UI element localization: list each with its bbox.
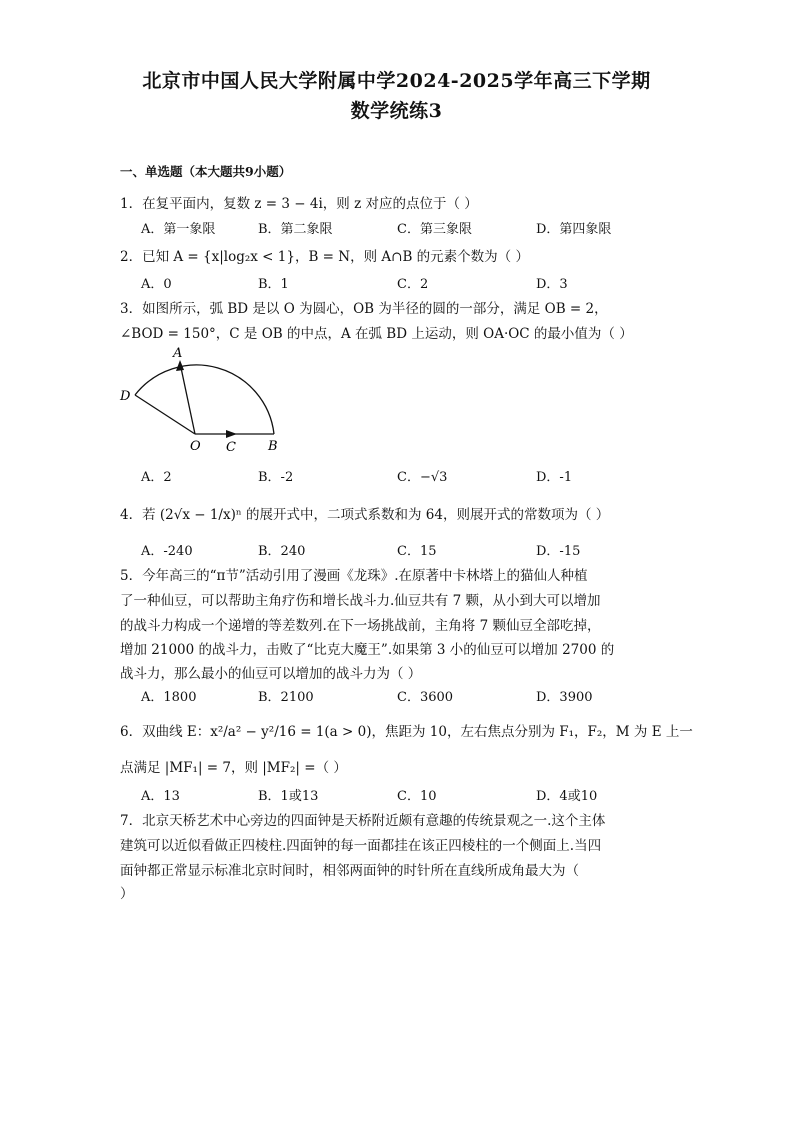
segment-od [135, 395, 195, 434]
q3-option-b: B．-2 [258, 470, 294, 485]
q5-option-d: D．3900 [536, 690, 593, 705]
q5-option-a: A．1800 [141, 690, 197, 705]
q3-figure [118, 340, 288, 455]
q3-option-c: C．−√3 [397, 470, 448, 485]
page-subtitle: 数学统练3 [350, 100, 443, 122]
question-7-line: 建筑可以近似看做正四棱柱.四面钟的每一面都挂在该正四棱柱的一个侧面上.当四 [120, 838, 602, 854]
q6-option-c: C．10 [397, 789, 437, 804]
q3-option-d: D．-1 [536, 470, 573, 485]
q2-option-d: D．3 [536, 277, 568, 292]
question-4-text: 4．若 (2√x − 1/x)ⁿ 的展开式中，二项式系数和为 64，则展开式的常数项为（ ） [120, 507, 610, 523]
page-title: 北京市中国人民大学附属中学2024-2025学年高三下学期 [142, 70, 651, 92]
q4-option-a: A．-240 [141, 544, 193, 559]
question-5-line: 的战斗力构成一个递增的等差数列.在下一场挑战前，主角将 7 颗仙豆全部吃掉， [120, 618, 601, 634]
section-heading: 一、单选题（本大题共9小题） [120, 164, 292, 179]
q4-option-c: C．15 [397, 544, 437, 559]
q2-option-b: B．1 [258, 277, 289, 292]
question-3-text-line2: ∠BOD = 150°，C 是 OB 的中点，A 在弧 BD 上运动，则 OA·OC 的最小值为（ ） [120, 326, 633, 342]
label-a: A [173, 346, 183, 361]
question-5-line: 增加 21000 的战斗力，击败了“比克大魔王”.如果第 3 小的仙豆可以增加 2700 的 [120, 642, 615, 658]
question-6-text-line2: 点满足 |MF₁| = 7，则 |MF₂| =（ ） [120, 760, 347, 776]
question-5-line: 了一种仙豆，可以帮助主角疗伤和增长战斗力.仙豆共有 7 颗，从小到大可以增加 [120, 593, 601, 609]
vector-oc-arrowhead [226, 430, 237, 438]
label-b: B [268, 439, 278, 454]
q5-option-b: B．2100 [258, 690, 314, 705]
label-o: O [190, 439, 201, 454]
q1-option-b: B．第二象限 [258, 222, 333, 237]
question-1-text: 1．在复平面内，复数 z = 3 − 4i，则 z 对应的点位于（ ） [120, 196, 478, 212]
label-c: C [226, 440, 236, 455]
question-7-line: 7．北京天桥艺术中心旁边的四面钟是天桥附近颇有意趣的传统景观之一.这个主体 [120, 813, 606, 829]
label-d: D [120, 389, 131, 404]
question-5-line: 5．今年高三的“π节”活动引用了漫画《龙珠》.在原著中卡林塔上的猫仙人种植 [120, 568, 588, 584]
q1-option-d: D．第四象限 [536, 222, 612, 237]
q1-option-c: C．第三象限 [397, 222, 472, 237]
vector-oa [180, 363, 195, 434]
q6-option-d: D．4或10 [536, 789, 598, 804]
q5-option-c: C．3600 [397, 690, 454, 705]
question-7-line: ） [120, 886, 134, 902]
question-2-text: 2．已知 A = {x|log₂x < 1}，B = N，则 A∩B 的元素个数为（ ） [120, 249, 529, 265]
q2-option-a: A．0 [141, 277, 172, 292]
q1-option-a: A．第一象限 [141, 222, 216, 237]
question-5-line: 战斗力，那么最小的仙豆可以增加的战斗力为（ ） [120, 666, 422, 682]
arc-bd [135, 365, 274, 434]
q4-option-d: D．-15 [536, 544, 581, 559]
q2-option-c: C．2 [397, 277, 429, 292]
question-3-text-line1: 3．如图所示，弧 BD 是以 O 为圆心，OB 为半径的圆的一部分，满足 OB = 2， [120, 301, 608, 317]
question-6-text-line1: 6．双曲线 E：x²/a² − y²/16 = 1(a > 0)，焦距为 10，左右焦点分别为 F₁，F₂，M 为 E 上一 [120, 724, 693, 740]
q3-option-a: A．2 [141, 470, 172, 485]
question-7-line: 面钟都正常显示标准北京时间时，相邻两面钟的时针所在直线所成角最大为（ [120, 863, 579, 879]
q4-option-b: B．240 [258, 544, 306, 559]
q6-option-b: B．1或13 [258, 789, 319, 804]
q6-option-a: A．13 [141, 789, 180, 804]
